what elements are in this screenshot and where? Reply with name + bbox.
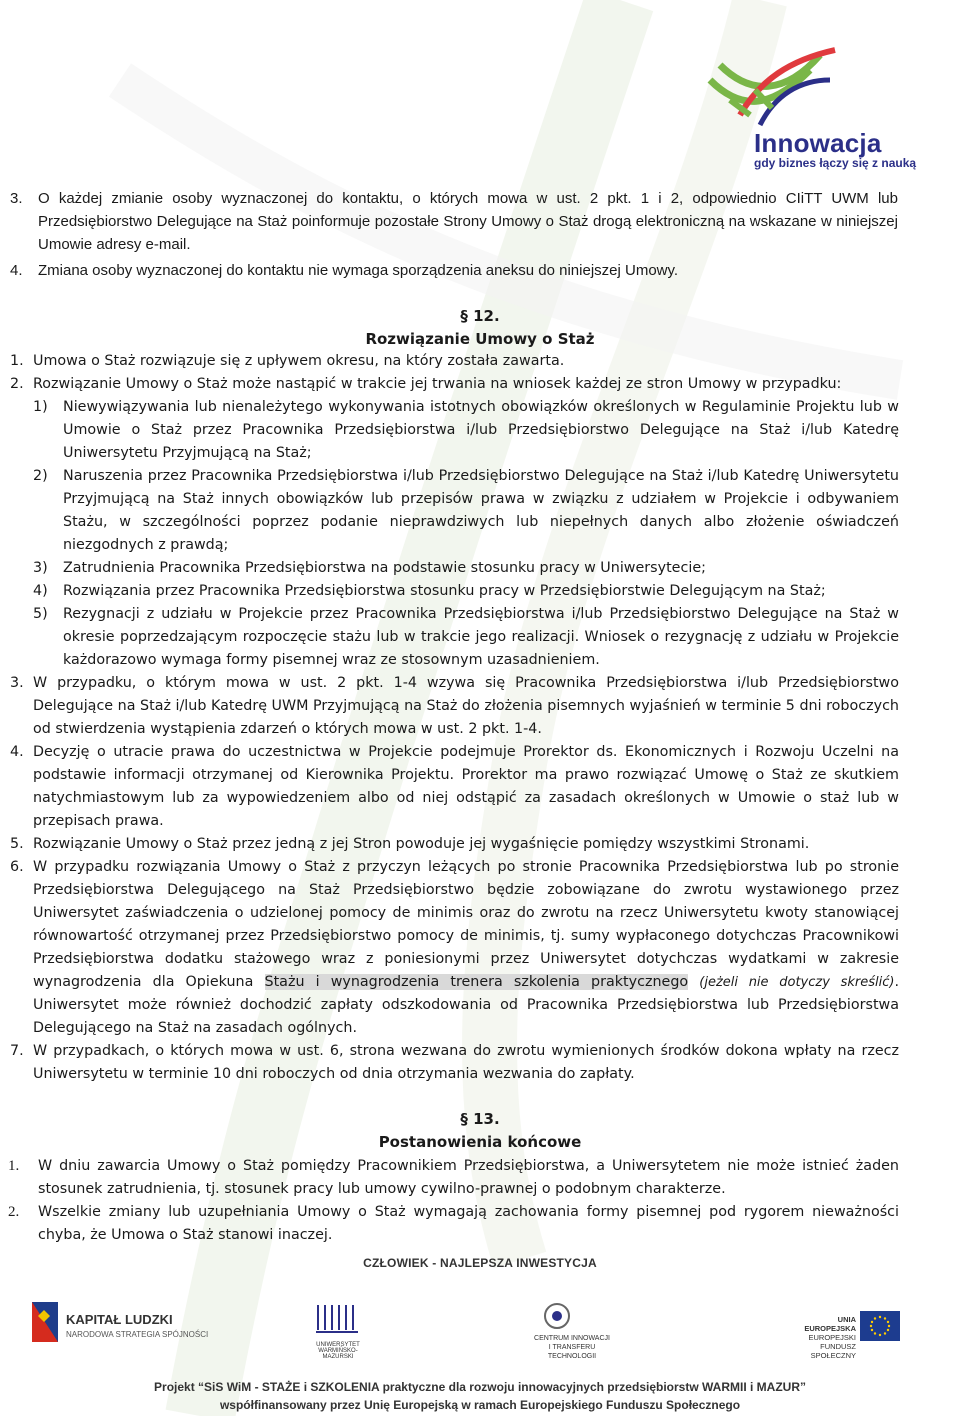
list-item: Naruszenia przez Pracownika Przedsiębiorstwa i/lub Przedsiębiorstwo Delegujące na Staż i/lub Katedrę Uniwersytetu Przyjmującą na Staż innych obowiązków lub przepisów prawa w związku z udziałem w Projekcie i odbywaniem Stażu, w szczególności poprzez podanie nieprawdziwych lub niepełnych danych albo złożenie oświadczeń niezgodnych z prawdą;: [63, 468, 899, 553]
list-number: 1.: [8, 1158, 20, 1174]
paragraph-text: W przypadku rozwiązania Umowy o Staż z przyczyn leżących po stronie Pracownika Przedsiębiorstwa lub po stronie Przedsiębiorstwa Delegującego na Staż Przedsiębiorstwo będzie zobowiązane do zwrotu wystawionego przez Uniwersytet zaświadczenia o udzielonej pomocy de minimis oraz do zwrotu na rzecz Uniwersytetu kwoty stanowiącej równowartość otrzymanej przez Przedsiębiorstwo pomocy de minimis, tj. sumy wypłaconego dotychczas Pracownikowi Przedsiębiorstwa dodatku stażowego wraz z poniesionymi przez Uniwersytet dotychczas wydatkami w zakresie wynagrodzenia dla Opiekuna: [33, 859, 899, 990]
footer-slogan: CZŁOWIEK - NAJLEPSZA INWESTYCJA: [363, 1256, 597, 1270]
list-number: 6.: [10, 859, 24, 875]
cit-logo-icon: [537, 1300, 577, 1332]
logo-title: Innowacja: [754, 128, 882, 158]
section-number: § 12.: [460, 307, 500, 325]
list-number: 4.: [10, 262, 23, 279]
project-line: Projekt “SiS WiM - STAŻE i SZKOLENIA praktyczne dla rozwoju innowacyjnych przedsiębiorstw WARMII i MAZUR”: [154, 1380, 806, 1394]
section-title: Rozwiązanie Umowy o Staż: [365, 330, 595, 348]
highlighted-text: Stażu i wynagrodzenia trenera szkolenia praktycznego: [264, 974, 689, 990]
list-number: 4.: [10, 744, 24, 760]
eu-caption-line: UNIA EUROPEJSKA: [804, 1315, 856, 1333]
list-number: 1): [33, 399, 48, 415]
kapital-ludzki-logo-icon: [28, 1298, 64, 1346]
list-number: 4): [33, 583, 48, 599]
eu-caption: [790, 1315, 856, 1360]
logo-subtitle: gdy biznes łączy się z nauką: [754, 156, 917, 170]
list-number: 3.: [10, 190, 23, 207]
paragraph: Decyzję o utracie prawa do uczestnictwa w Projekcie podejmuje Prorektor ds. Ekonomicznych i Rozwoju Uczelni na podstawie informacji otrzymanej od Kierownika Projektu. Prorektor ma prawo rozwiązać Umowę o Staż ze skutkiem natychmiastowym lub za wypowiedzeniem albo od niej odstąpić za zasadach określonych w Umowie o staż lub w przepisach prawa.: [33, 744, 899, 829]
list-number: 2.: [10, 376, 24, 392]
eu-caption-line: FUNDUSZ SPOŁECZNY: [810, 1342, 856, 1360]
list-number: 5.: [10, 836, 24, 852]
cit-caption: [532, 1334, 612, 1361]
cit-caption-line: I TRANSFERU TECHNOLOGII: [547, 1344, 597, 1360]
list-item: Zmiana osoby wyznaczonej do kontaktu nie wymaga sporządzenia aneksu do niniejszej Umowy.: [38, 262, 679, 279]
paragraph: W przypadkach, o których mowa w ust. 6, strona wezwana do zwrotu wymienionych środków dokona wpłaty na rzecz Uniwersytetu w terminie 10 dni roboczych od dnia otrzymania wezwania do zapłaty.: [33, 1043, 899, 1082]
list-number: 3): [33, 560, 48, 576]
paragraph: [33, 856, 899, 1040]
list-item: Rozwiązania przez Pracownika Przedsiębiorstwa stosunku pracy w Przedsiębiorstwie Delegującym na Staż;: [63, 583, 826, 599]
uwm-caption: UNIWERSYTET WARMIŃSKO-MAZURSKI: [316, 1342, 360, 1360]
list-number: 2.: [8, 1204, 20, 1220]
list-number: 2): [33, 468, 48, 484]
uwm-logo-icon: [313, 1300, 363, 1340]
project-line: współfinansowany przez Unię Europejską w ramach Europejskiego Funduszu Społecznego: [219, 1398, 741, 1412]
paragraph: Rozwiązanie Umowy o Staż przez jedną z jej Stron powoduje jej wygaśnięcie pomiędzy wszystkimi Stronami.: [33, 836, 810, 852]
list-number: 7.: [10, 1043, 24, 1059]
section-number: § 13.: [460, 1110, 500, 1128]
italic-note: (jeżeli nie dotyczy skreślić): [699, 975, 895, 990]
paragraph: Rozwiązanie Umowy o Staż może nastąpić w trakcie jej trwania na wniosek każdej ze stron Umowy w przypadku:: [33, 376, 842, 392]
cit-caption-line: CENTRUM INNOWACJI: [534, 1335, 610, 1342]
kapital-ludzki-title: KAPITAŁ LUDZKI: [66, 1312, 173, 1327]
eu-caption-line: EUROPEJSKI: [808, 1333, 856, 1342]
list-item: Niewywiązywania lub nienależytego wykonywania istotnych obowiązków określonych w Regulaminie Projektu lub w Umowie o Staż przez Pracownika Przedsiębiorstwa i/lub Przedsiębiorstwo Delegujące na Staż i/lub Katedrę Uniwersytetu Przyjmującą na Staż;: [63, 399, 899, 461]
paragraph: W przypadku, o którym mowa w ust. 2 pkt. 1-4 wzywa się Pracownika Przedsiębiorstwa i/lub Przedsiębiorstwo Delegujące na Staż i/lub Katedrę UWM Przyjmującą na Staż do złożenia pisemnych wyjaśnień w terminie 5 dni roboczych od stwierdzenia wystąpienia zdarzeń o których mowa w ust. 2 pkt. 1-4.: [33, 675, 899, 737]
paragraph: Wszelkie zmiany lub uzupełniania Umowy o Staż wymagają zachowania formy pisemnej pod rygorem nieważności chyba, że Umowa o Staż stanowi inaczej.: [38, 1204, 899, 1243]
list-number: 1.: [10, 353, 24, 369]
list-item: O każdej zmianie osoby wyznaczonej do kontaktu, o których mowa w ust. 2 pkt. 1 i 2, odpowiednio CIiTT UWM lub Przedsiębiorstwo Delegujące na Staż poinformuje pozostałe Strony Umowy o Staż drogą elektroniczną na wskazane w niniejszej Umowie adresy e-mail.: [38, 190, 898, 253]
kapital-ludzki-subtitle: NARODOWA STRATEGIA SPÓJNOŚCI: [66, 1330, 209, 1339]
list-item: Zatrudnienia Pracownika Przedsiębiorstwa na podstawie stosunku pracy w Uniwersytecie;: [63, 560, 706, 576]
paragraph: W dniu zawarcia Umowy o Staż pomiędzy Pracownikiem Przedsiębiorstwa, a Uniwersytetem nie może istnieć żaden stosunek zatrudnienia, tj. stosunek pracy lub umowy cywilno-prawnej o podobnym charakterze.: [38, 1158, 899, 1197]
list-number: 5): [33, 606, 48, 622]
section-title: Postanowienia końcowe: [378, 1133, 582, 1151]
list-item: Rezygnacji z udziału w Projekcie przez Pracownika Przedsiębiorstwa i/lub Przedsiębiorstwo Delegujące na Staż w okresie poprzedzającym rozpoczęcie stażu lub w trakcie jego realizacji. Wniosek o rezygnację z udziału w Projekcie każdorazowo wymaga formy pisemnej wraz ze stosownym uzasadnieniem.: [63, 606, 899, 668]
paragraph: Umowa o Staż rozwiązuje się z upływem okresu, na który została zawarta.: [33, 353, 565, 369]
eu-flag-icon: [860, 1311, 900, 1341]
list-number: 3.: [10, 675, 24, 691]
paragraph-text: . Uniwersytet może również dochodzić zapłaty odszkodowania od Pracownika Przedsiębiorstwa lub Przedsiębiorstwa Delegującego na Staż na zasadach ogólnych.: [33, 974, 899, 1036]
